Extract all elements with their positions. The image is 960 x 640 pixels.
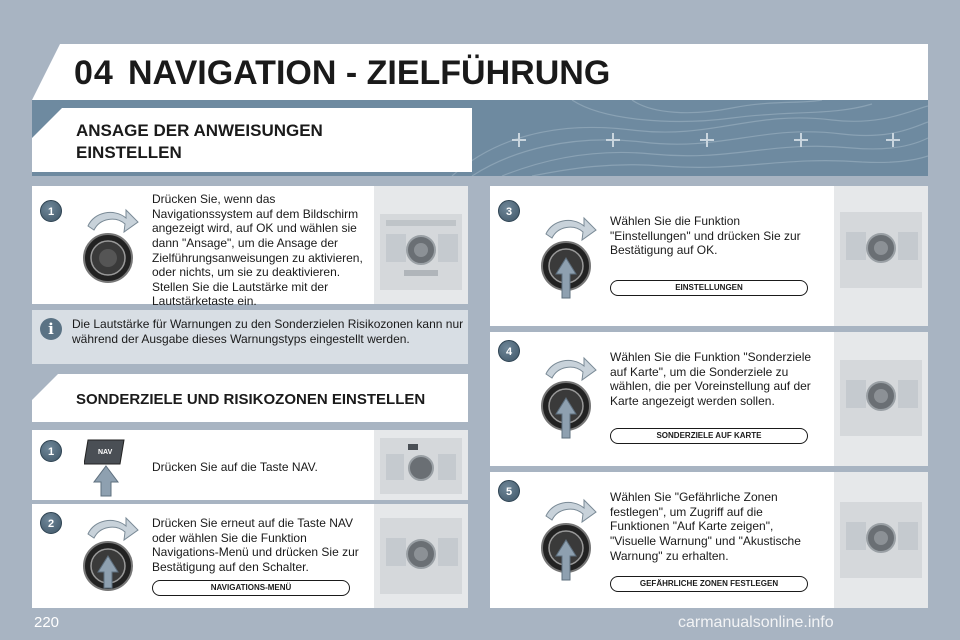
radio-console-icon (378, 516, 464, 596)
nav-button-icon (84, 436, 128, 498)
step-text: Drücken Sie auf die Taste NAV. (152, 460, 318, 474)
section-sonderziele-title: SONDERZIELE UND RISIKOZONEN EINSTELLEN (76, 391, 426, 408)
radio-console-icon (378, 212, 464, 292)
radio-console-icon (378, 436, 464, 496)
step-text: Drücken Sie, wenn das Navigationssystem auf dem Bildschirm angezeigt wird, auf OK und wählen sie dann "Ansage", um die Ansage der Zielführungsanweisungen zu aktivieren, oder nichts, um sie zu deaktivieren. Stellen Sie die Lautstärke mit der Lautstärketaste ein. (152, 192, 363, 309)
step-badge: 1 (40, 440, 62, 462)
menu-pill: GEFÄHRLICHE ZONEN FESTLEGEN (610, 576, 808, 592)
section-ansage-corner (32, 108, 62, 138)
rotary-knob-icon (538, 212, 608, 302)
header-corner (32, 44, 60, 100)
info-text: Die Lautstärke für Warnungen zu den Sonderzielen Risikozonen kann nur während der Ausgabe dieses Warnungstyps eingestellt werden. (72, 317, 464, 346)
radio-console-icon (838, 500, 924, 580)
section-sonderziele-corner (32, 374, 58, 400)
rotary-knob-icon (80, 204, 150, 288)
step-text: Wählen Sie "Gefährliche Zonen festlegen", um Zugriff auf die Funktionen "Auf Karte zeigen", "Visuelle Warnung" und "Akustische Warnung" zu erhalten. (610, 490, 801, 563)
step-text: Drücken Sie erneut auf die Taste NAV oder wählen Sie die Funktion Navigations-Menü und drücken Sie zur Bestätigung auf den Schalter. (152, 516, 359, 574)
rotary-knob-icon (538, 494, 608, 584)
menu-pill: SONDERZIELE AUF KARTE (610, 428, 808, 444)
step-badge: 2 (40, 512, 62, 534)
radio-console-icon (838, 358, 924, 438)
step-text: Wählen Sie die Funktion "Einstellungen" und drücken Sie zur Bestätigung auf OK. (610, 214, 801, 258)
radio-console-icon (838, 210, 924, 290)
page-number: 220 (34, 614, 60, 631)
info-icon: i (40, 318, 62, 340)
step-text: Wählen Sie die Funktion "Sonderziele auf Karte", um die Sonderziele zu wählen, die per Voreinstellung auf der Karte angezeigt werden sollen. (610, 350, 812, 408)
menu-pill: NAVIGATIONS-MENÜ (152, 580, 350, 596)
chapter-number: 04 (74, 54, 114, 92)
step-badge: 3 (498, 200, 520, 222)
section-ansage-title: ANSAGE DER ANWEISUNGEN EINSTELLEN (76, 121, 323, 163)
chapter-title: NAVIGATION - ZIELFÜHRUNG (128, 54, 611, 92)
menu-pill: EINSTELLUNGEN (610, 280, 808, 296)
step-badge: 5 (498, 480, 520, 502)
rotary-knob-icon (538, 352, 608, 442)
step-badge: 4 (498, 340, 520, 362)
step-badge: 1 (40, 200, 62, 222)
nav-button-label: NAV (98, 449, 113, 456)
watermark: carmanualsonline.info (678, 614, 834, 631)
section-ansage-corner-right (440, 108, 472, 172)
rotary-knob-icon (80, 512, 150, 596)
